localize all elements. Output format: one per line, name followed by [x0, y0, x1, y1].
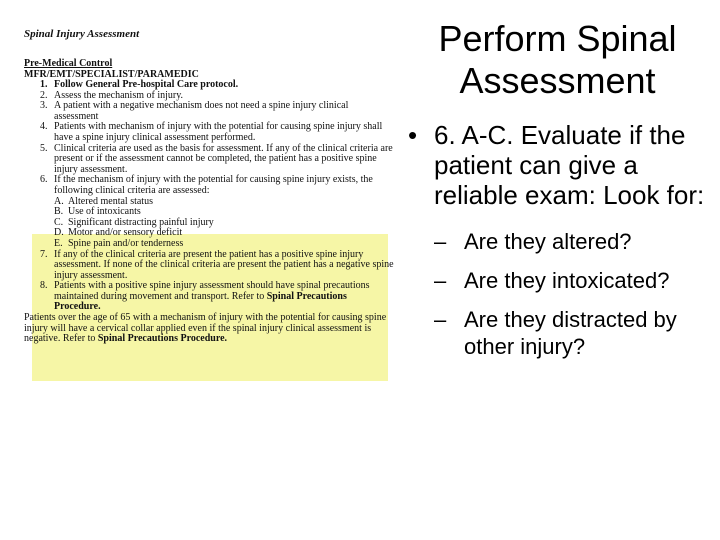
- sub-bullet: – Are they altered?: [434, 229, 632, 254]
- clinical-criteria-list: [54, 197, 394, 250]
- dash-icon: –: [434, 229, 447, 254]
- protocol-document-image: [22, 28, 394, 498]
- slide-title: Perform Spinal Assessment: [438, 18, 677, 101]
- list-item: 8. Patients with a positive spine injury assessment should have spinal precautions maintained during movement and transport. Refer to Spinal Precautions Procedure.: [40, 280, 370, 313]
- criteria-item: D. Motor and/or sensory deficit: [54, 227, 183, 239]
- criteria-item: B. Use of intoxicants: [54, 206, 141, 218]
- document-title: Spinal Injury Assessment: [24, 28, 140, 40]
- main-bullet: • 6. A-C. Evaluate if the patient can give a reliable exam: Look for:: [408, 120, 705, 210]
- bullet-icon: •: [408, 120, 418, 150]
- criteria-item: A. Altered mental status: [54, 195, 153, 207]
- sub-bullet: – Are they intoxicated?: [434, 268, 670, 293]
- list-item: 2. Assess the mechanism of injury.: [40, 89, 184, 101]
- section-heading: Pre-Medical Control: [24, 58, 113, 69]
- list-item-highlighted: 6. If the mechanism of injury with the potential for causing spine injury exists, the following clinical criteria are assessed: A. Altered mental status B. Use of intoxicants C. Significant distracting painful injury D. Motor and/or sensory deficit E. Spine pain and/or tenderness: [22, 175, 394, 249]
- list-item: 7. If any of the clinical criteria are present the patient has a positive spine injury assessment. If none of the clinical criteria are present the patient has a negative spine injury assessment.: [40, 248, 394, 281]
- dash-icon: –: [434, 268, 447, 293]
- dash-icon: –: [434, 307, 447, 332]
- list-item: 5. Clinical criteria are used as the basis for assessment. If any of the clinical criteria are present or if the assessment cannot be completed, the patient has a positive spine injury assessment.: [40, 142, 393, 175]
- role-heading: MFR/EMT/SPECIALIST/PARAMEDIC: [24, 69, 199, 80]
- sub-bullet: – Are they distracted by other injury?: [434, 307, 677, 359]
- footer-note: Patients over the age of 65 with a mechanism of injury with the potential for causing spine injury will have a cervical collar applied even if the spinal injury clinical assessment is negative. Refer to Spinal Precautions Procedure.: [24, 312, 387, 345]
- slide-content: [400, 18, 715, 372]
- list-item: 3. A patient with a negative mechanism does not need a spine injury clinical assessment: [40, 100, 349, 122]
- list-item: 4. Patients with mechanism of injury with the potential for causing spine injury shall have a spine injury clinical assessment performed.: [40, 121, 383, 143]
- protocol-list: [22, 80, 394, 313]
- list-item: 1. Follow General Pre-hospital Care protocol.: [40, 79, 239, 90]
- criteria-item: E. Spine pain and/or tenderness: [54, 237, 184, 249]
- criteria-item: C. Significant distracting painful injury: [54, 216, 214, 228]
